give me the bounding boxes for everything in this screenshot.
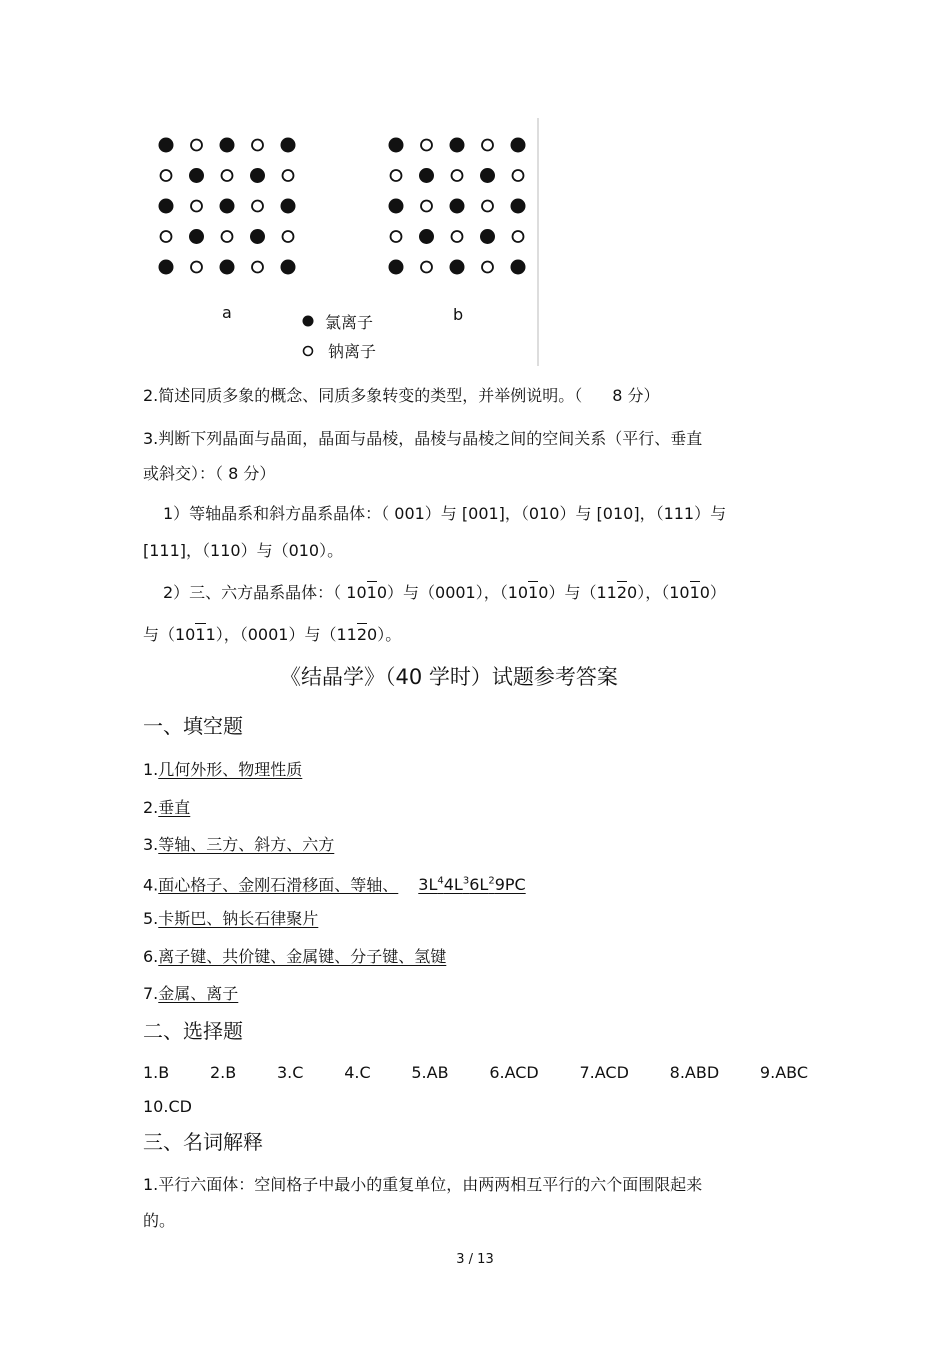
legend-chloride-label: 氯离子 <box>325 313 374 332</box>
fill-answer-4: 4.面心格子、金刚石滑移面、等轴、 $3L^44L^36L^29PC$ <box>143 875 526 895</box>
choice-answer: 3.C <box>277 1063 304 1082</box>
chloride-ion-dot <box>281 138 296 153</box>
sodium-ion-dot <box>482 140 493 151</box>
lattice-b <box>389 138 526 275</box>
section-2-title: 二、选择题 <box>143 1019 243 1043</box>
ion-lattice-figure <box>140 110 560 375</box>
chloride-ion-dot <box>480 229 495 244</box>
choice-answer-10: 10.CD <box>143 1097 192 1116</box>
sodium-ion-dot <box>191 262 202 273</box>
chloride-ion-dot <box>511 199 526 214</box>
sodium-ion-dot <box>222 170 233 181</box>
chloride-ion-dot <box>419 229 434 244</box>
chloride-ion-dot <box>419 168 434 183</box>
sodium-ion-dot <box>161 170 172 181</box>
fill-answer-5: 5.卡斯巴、钠长石律聚片 <box>143 909 319 928</box>
sodium-ion-dot <box>421 201 432 212</box>
section-1-title: 一、填空题 <box>143 714 243 738</box>
choice-answer: 2.B <box>210 1063 237 1082</box>
overbar-digit: 1 <box>366 583 377 602</box>
section-3-title: 三、名词解释 <box>143 1130 263 1154</box>
answer-title: 《结晶学》（40 学时）试题参考答案 <box>280 665 618 689</box>
chloride-ion-dot <box>389 138 404 153</box>
symmetry-formula: $3L^44L^36L^29PC$ <box>418 875 526 895</box>
question-3-2-line1: 2）三、六方晶系晶体：（ 1010）与（0001），（1010）与（1120），（1010） <box>163 583 726 602</box>
chloride-ion-dot <box>159 199 174 214</box>
sodium-ion-dot <box>191 140 202 151</box>
chloride-ion-dot <box>511 260 526 275</box>
chloride-ion-dot <box>511 138 526 153</box>
legend-hollow-dot-icon <box>304 347 313 356</box>
chloride-ion-dot <box>281 199 296 214</box>
chloride-ion-dot <box>250 229 265 244</box>
choice-answer: 4.C <box>344 1063 371 1082</box>
chloride-ion-dot <box>189 229 204 244</box>
sodium-ion-dot <box>513 231 524 242</box>
sodium-ion-dot <box>421 262 432 273</box>
choice-answer: 7.ACD <box>579 1063 629 1082</box>
question-3-1-line1: 1）等轴晶系和斜方晶系晶体：（ 001）与 [001]，（010）与 [010]，（111）与 <box>163 504 727 523</box>
chloride-ion-dot <box>450 199 465 214</box>
sodium-ion-dot <box>222 231 233 242</box>
overbar-digit: 1 <box>689 583 700 602</box>
chloride-ion-dot <box>450 260 465 275</box>
question-3-1-line2: [111]，（110）与（010）。 <box>143 541 344 560</box>
sodium-ion-dot <box>452 231 463 242</box>
sodium-ion-dot <box>252 201 263 212</box>
fill-answer-6: 6.离子键、共价键、金属键、分子键、氢键 <box>143 947 447 966</box>
fill-answer-7: 7.金属、离子 <box>143 984 239 1003</box>
question-3-2-line2: 与（1011），（0001）与（1120）。 <box>143 625 402 644</box>
overbar-digit: 1 <box>528 583 539 602</box>
legend-filled-dot-icon <box>303 316 314 327</box>
chloride-ion-dot <box>159 138 174 153</box>
question-3-line2: 或斜交）：（ 8 分） <box>143 464 276 483</box>
chloride-ion-dot <box>220 199 235 214</box>
chloride-ion-dot <box>159 260 174 275</box>
chloride-ion-dot <box>389 199 404 214</box>
chloride-ion-dot <box>281 260 296 275</box>
question-2 <box>143 385 660 407</box>
fill-answer-3: 3.等轴、三方、斜方、六方 <box>143 835 335 854</box>
sodium-ion-dot <box>482 262 493 273</box>
sodium-ion-dot <box>391 231 402 242</box>
chloride-ion-dot <box>220 138 235 153</box>
chloride-ion-dot <box>189 168 204 183</box>
choice-answer: 6.ACD <box>489 1063 539 1082</box>
sodium-ion-dot <box>283 170 294 181</box>
page-number: 3 / 13 <box>456 1252 494 1267</box>
sodium-ion-dot <box>191 201 202 212</box>
chloride-ion-dot <box>389 260 404 275</box>
sodium-ion-dot <box>161 231 172 242</box>
sodium-ion-dot <box>421 140 432 151</box>
sodium-ion-dot <box>252 262 263 273</box>
definition-1-line1: 1.平行六面体：空间格子中最小的重复单位，由两两相互平行的六个面围限起来 <box>143 1175 703 1194</box>
chloride-ion-dot <box>250 168 265 183</box>
question-2-text: 2.简述同质多象的概念、同质多象转变的类型，并举例说明。（ <box>143 386 583 405</box>
label-a: a <box>222 303 232 322</box>
sodium-ion-dot <box>252 140 263 151</box>
sodium-ion-dot <box>283 231 294 242</box>
chloride-ion-dot <box>450 138 465 153</box>
sodium-ion-dot <box>513 170 524 181</box>
fill-answer-2: 2.垂直 <box>143 798 191 817</box>
definition-1-line2: 的。 <box>143 1211 176 1230</box>
choice-answer: 8.ABD <box>669 1063 720 1082</box>
sodium-ion-dot <box>482 201 493 212</box>
sodium-ion-dot <box>452 170 463 181</box>
overbar-digit: 1 <box>195 625 206 644</box>
choice-answers-row <box>143 1062 808 1084</box>
chloride-ion-dot <box>220 260 235 275</box>
chloride-ion-dot <box>480 168 495 183</box>
fill-answer-1: 1.几何外形、物理性质 <box>143 760 303 779</box>
overbar-digit: 2 <box>356 625 368 644</box>
choice-answer: 9.ABC <box>759 1063 808 1082</box>
question-3-line1: 3.判断下列晶面与晶面，晶面与晶棱，晶棱与晶棱之间的空间关系（平行、垂直 <box>143 429 703 448</box>
legend-sodium-label: 钠离子 <box>328 342 377 361</box>
choice-answer: 1.B <box>143 1063 170 1082</box>
sodium-ion-dot <box>391 170 402 181</box>
question-2-score: 8 分） <box>612 386 660 405</box>
choice-answer: 5.AB <box>411 1063 449 1082</box>
label-b: b <box>453 305 464 324</box>
overbar-digit: 2 <box>616 583 628 602</box>
lattice-a <box>159 138 296 275</box>
